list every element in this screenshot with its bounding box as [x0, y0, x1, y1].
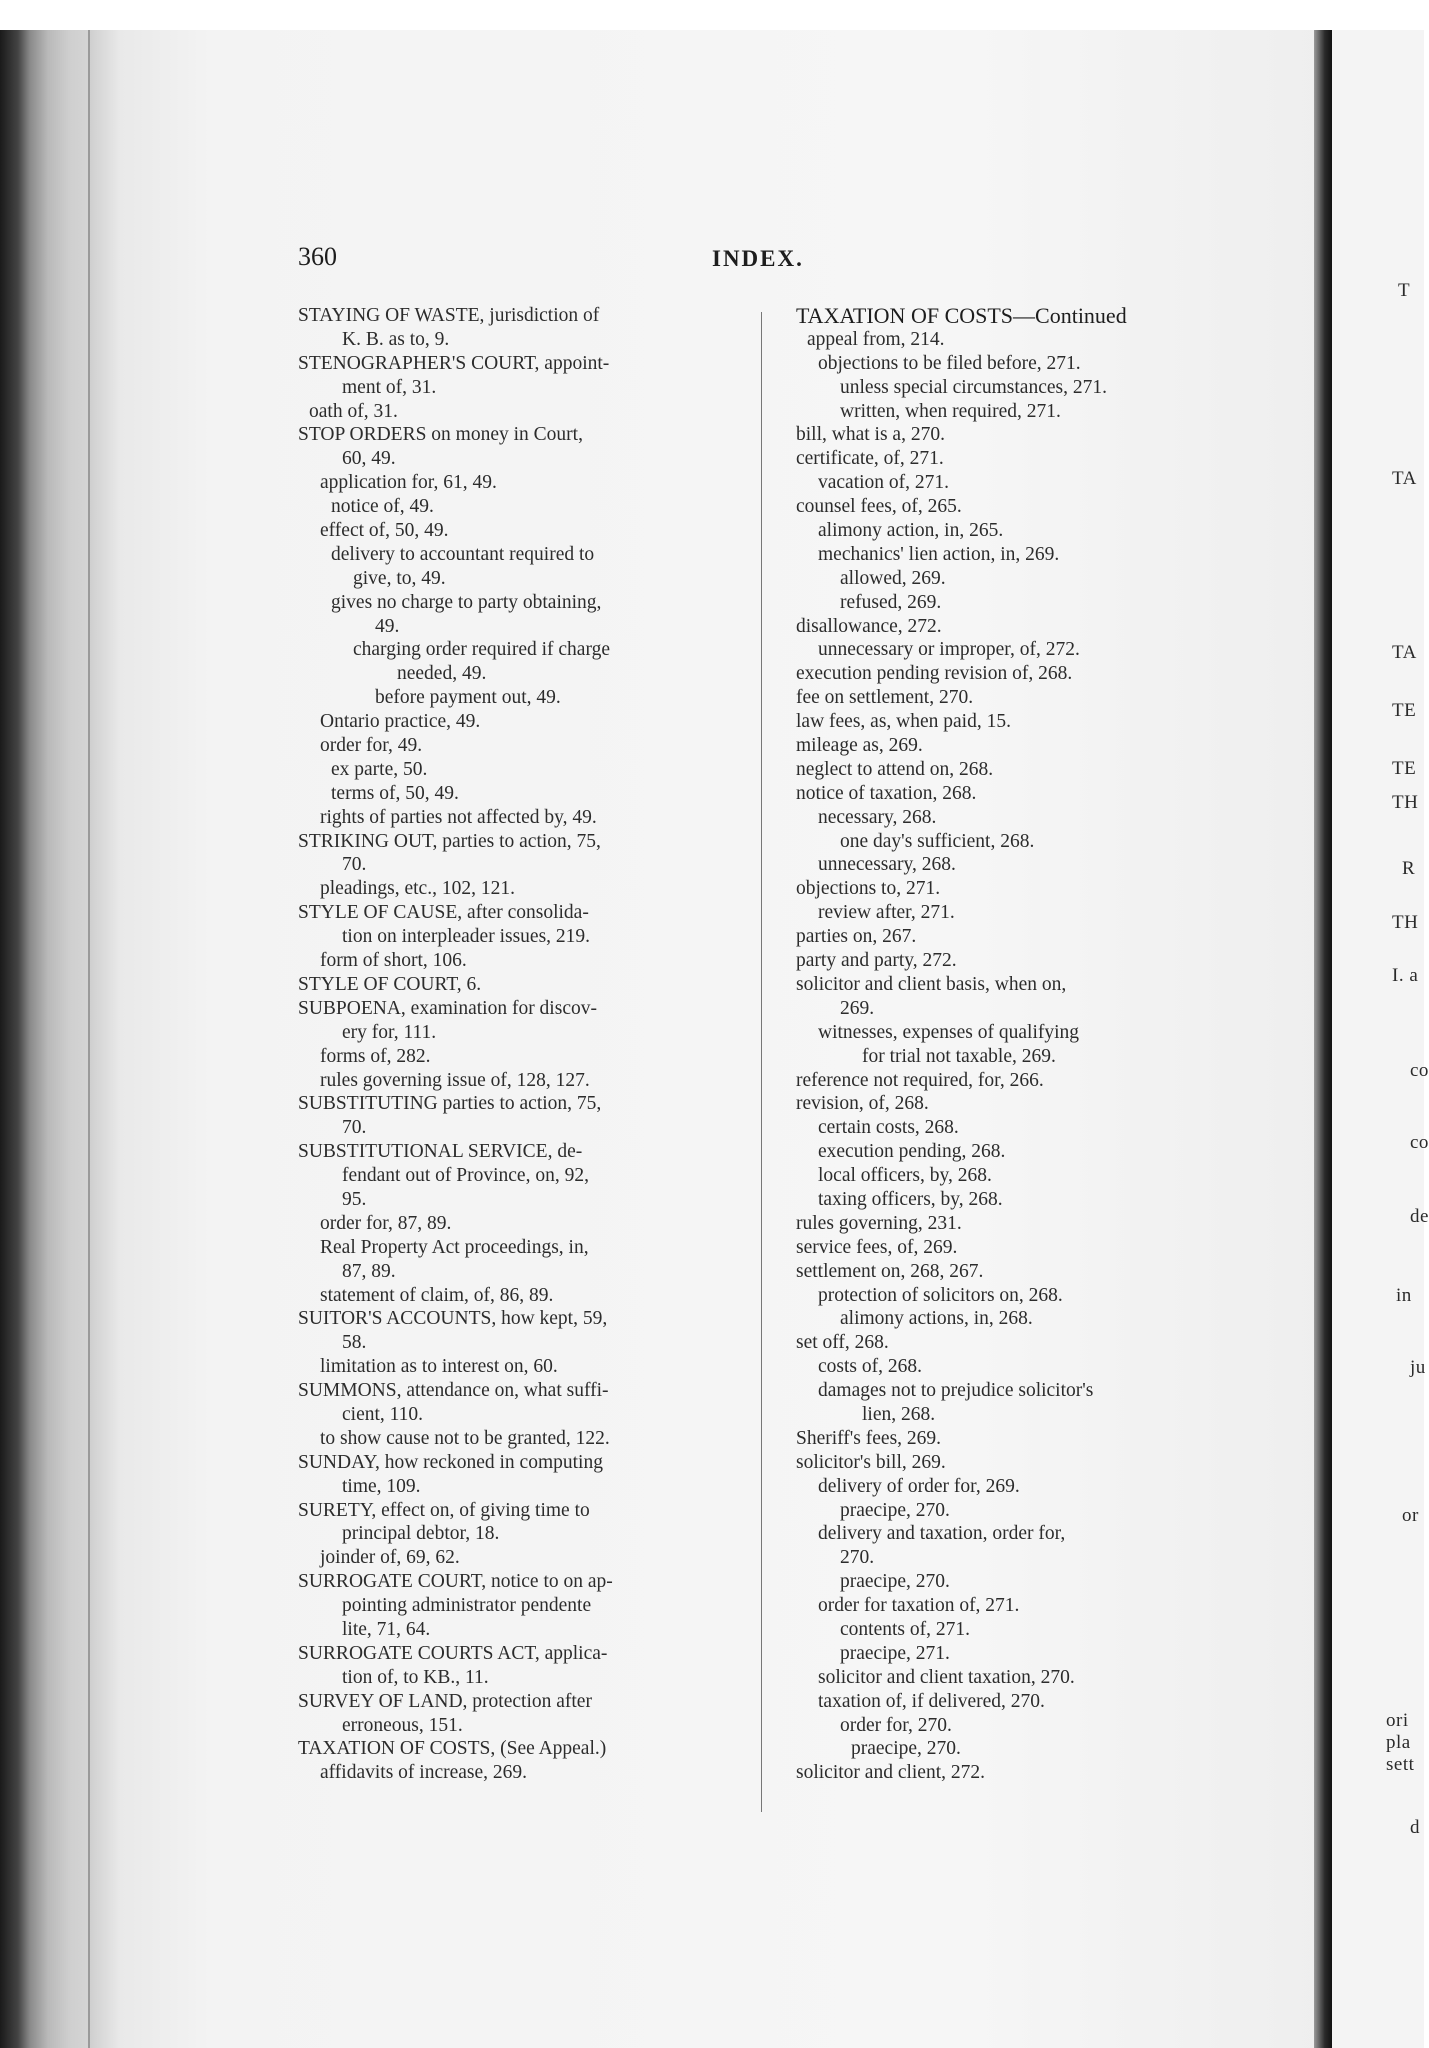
index-entry: taxing officers, by, 268.	[818, 1188, 1003, 1210]
next-page-fragment: TH	[1392, 792, 1419, 813]
page-heading: INDEX.	[712, 246, 804, 271]
index-entry: STYLE OF CAUSE, after consolida-	[298, 902, 589, 924]
index-entry: objections to be filed before, 271.	[818, 352, 1081, 374]
next-page-fragment: co	[1410, 1060, 1429, 1081]
index-entry: objections to, 271.	[796, 878, 941, 900]
index-entry: K. B. as to, 9.	[342, 328, 450, 350]
next-page-fragment: ori	[1386, 1710, 1409, 1731]
index-entry: notice of, 49.	[331, 496, 434, 518]
index-entry: for trial not taxable, 269.	[862, 1045, 1056, 1067]
index-entry: TAXATION OF COSTS—Continued	[796, 303, 1127, 328]
index-entry: solicitor's bill, 269.	[796, 1451, 946, 1473]
next-page-fragment: TA	[1392, 468, 1417, 489]
index-entry: gives no charge to party obtaining,	[331, 591, 602, 613]
index-entry: tion on interpleader issues, 219.	[342, 926, 591, 948]
index-entry: unnecessary or improper, of, 272.	[818, 639, 1080, 661]
index-entry: SURROGATE COURT, notice to on ap-	[298, 1571, 613, 1593]
index-entry: form of short, 106.	[320, 950, 467, 972]
index-entry: service fees, of, 269.	[796, 1236, 958, 1258]
index-entry: cient, 110.	[342, 1403, 424, 1425]
next-page-fragment: co	[1410, 1132, 1429, 1153]
index-entry: rules governing, 231.	[796, 1212, 962, 1234]
index-entry: appeal from, 214.	[807, 328, 945, 350]
next-page-fragment: d	[1410, 1817, 1420, 1838]
index-entry: TAXATION OF COSTS, (See Appeal.)	[298, 1738, 607, 1760]
index-entry: 270.	[840, 1547, 875, 1569]
next-page-fragment: sett	[1386, 1754, 1415, 1775]
index-entry: set off, 268.	[796, 1332, 889, 1354]
index-column-left	[298, 304, 746, 1785]
next-page-fragment: de	[1410, 1206, 1429, 1227]
index-entry: erroneous, 151.	[342, 1714, 463, 1736]
index-entry: solicitor and client basis, when on,	[796, 973, 1067, 995]
book-edge	[0, 30, 100, 2048]
index-entry: effect of, 50, 49.	[320, 520, 449, 542]
index-entry: damages not to prejudice solicitor's	[818, 1380, 1094, 1402]
index-entry: mechanics' lien action, in, 269.	[818, 543, 1060, 565]
index-entry: STAYING OF WASTE, jurisdiction of	[298, 305, 600, 326]
page-gutter-shadow	[1314, 30, 1332, 2048]
index-entry: execution pending revision of, 268.	[796, 663, 1073, 685]
index-entry: SUNDAY, how reckoned in computing	[298, 1451, 603, 1473]
index-entry: delivery to accountant required to	[331, 543, 595, 565]
index-entry: SUBPOENA, examination for discov-	[298, 997, 597, 1019]
index-entry: charging order required if charge	[353, 639, 610, 661]
index-entry: delivery of order for, 269.	[818, 1475, 1020, 1497]
index-entry: before payment out, 49.	[375, 687, 561, 709]
index-entry: order for taxation of, 271.	[818, 1595, 1020, 1617]
index-entry: order for, 49.	[320, 735, 423, 757]
next-page-fragment: ju	[1410, 1357, 1426, 1378]
index-entry: review after, 271.	[818, 902, 955, 924]
index-entry: neglect to attend on, 268.	[796, 758, 994, 780]
next-page-fragment: TA	[1392, 642, 1417, 663]
index-entry: Sheriff's fees, 269.	[796, 1427, 942, 1449]
index-entry: tion of, to KB., 11.	[342, 1666, 489, 1688]
index-entry: execution pending, 268.	[818, 1141, 1006, 1163]
index-entry: law fees, as, when paid, 15.	[796, 711, 1011, 733]
index-entry: refused, 269.	[840, 591, 942, 613]
index-entry: order for, 87, 89.	[320, 1212, 452, 1234]
index-entry: 269.	[840, 997, 875, 1019]
index-entry: STOP ORDERS on money in Court,	[298, 424, 583, 446]
index-entry: taxation of, if delivered, 270.	[818, 1690, 1045, 1712]
index-entry: oath of, 31.	[309, 400, 398, 422]
next-page-fragment: I. a	[1392, 965, 1419, 986]
index-entry: parties on, 267.	[796, 926, 917, 948]
index-entry: 95.	[342, 1188, 367, 1210]
index-entry: counsel fees, of, 265.	[796, 496, 962, 518]
index-entry: statement of claim, of, 86, 89.	[320, 1284, 554, 1306]
index-entry: give, to, 49.	[353, 567, 446, 589]
index-entry: SURROGATE COURTS ACT, applica-	[298, 1642, 608, 1664]
index-entry: 58.	[342, 1332, 367, 1354]
next-page-fragment: or	[1402, 1505, 1419, 1526]
index-entry: settlement on, 268, 267.	[796, 1260, 984, 1282]
index-entry: time, 109.	[342, 1475, 421, 1497]
index-entry: rights of parties not affected by, 49.	[320, 806, 597, 828]
index-entry: needed, 49.	[397, 663, 487, 685]
next-page-fragment: T	[1398, 280, 1411, 301]
index-entry: praecipe, 270.	[840, 1571, 950, 1593]
index-entry: forms of, 282.	[320, 1045, 431, 1067]
index-entry: ment of, 31.	[342, 376, 437, 398]
index-entry: SURETY, effect on, of giving time to	[298, 1499, 590, 1521]
index-entry: certificate, of, 271.	[796, 448, 944, 470]
index-entry: alimony action, in, 265.	[818, 520, 1004, 542]
index-entry: praecipe, 270.	[851, 1738, 961, 1760]
index-entry: allowed, 269.	[840, 567, 946, 589]
index-entry: bill, what is a, 270.	[796, 424, 945, 446]
index-entry: SUMMONS, attendance on, what suffi-	[298, 1380, 609, 1402]
index-entry: revision, of, 268.	[796, 1093, 929, 1115]
index-entry: necessary, 268.	[818, 806, 937, 828]
index-entry: SUBSTITUTIONAL SERVICE, de-	[298, 1141, 583, 1163]
index-entry: certain costs, 268.	[818, 1117, 959, 1139]
index-entry: unless special circumstances, 271.	[840, 376, 1107, 398]
index-entry: fendant out of Province, on, 92,	[342, 1165, 589, 1187]
index-entry: terms of, 50, 49.	[331, 782, 459, 804]
index-entry: one day's sufficient, 268.	[840, 830, 1035, 852]
index-entry: SURVEY OF LAND, protection after	[298, 1690, 592, 1712]
index-entry: STRIKING OUT, parties to action, 75,	[298, 830, 601, 852]
index-entry: ex parte, 50.	[331, 758, 428, 780]
index-entry: praecipe, 270.	[840, 1499, 950, 1521]
index-column-right	[796, 304, 1226, 1785]
next-page-fragment: TH	[1392, 912, 1419, 933]
index-entry: unnecessary, 268.	[818, 854, 956, 876]
index-entry: party and party, 272.	[796, 950, 957, 972]
index-entry: affidavits of increase, 269.	[320, 1762, 528, 1784]
index-entry: mileage as, 269.	[796, 735, 923, 757]
index-entry: STYLE OF COURT, 6.	[298, 973, 482, 995]
index-entry: Real Property Act proceedings, in,	[320, 1236, 589, 1258]
index-entry: 49.	[375, 615, 400, 637]
next-page-fragment: pla	[1386, 1732, 1411, 1753]
index-entry: contents of, 271.	[840, 1618, 970, 1640]
index-entry: rules governing issue of, 128, 127.	[320, 1069, 590, 1091]
index-entry: to show cause not to be granted, 122.	[320, 1427, 610, 1449]
index-entry: SUBSTITUTING parties to action, 75,	[298, 1093, 602, 1115]
column-divider	[761, 312, 762, 1812]
next-page-fragment: TE	[1392, 700, 1417, 721]
index-entry: witnesses, expenses of qualifying	[818, 1021, 1080, 1043]
index-entry: SUITOR'S ACCOUNTS, how kept, 59,	[298, 1308, 608, 1330]
index-entry: protection of solicitors on, 268.	[818, 1284, 1063, 1306]
next-page-fragment: in	[1396, 1285, 1412, 1306]
index-entry: 87, 89.	[342, 1260, 396, 1282]
index-entry: ery for, 111.	[342, 1021, 437, 1043]
index-entry: order for, 270.	[840, 1714, 952, 1736]
index-entry: lite, 71, 64.	[342, 1618, 431, 1640]
index-entry: application for, 61, 49.	[320, 472, 497, 494]
index-entry: Ontario practice, 49.	[320, 711, 481, 733]
next-page-fragment: TE	[1392, 758, 1417, 779]
index-entry: costs of, 268.	[818, 1356, 922, 1378]
index-entry: delivery and taxation, order for,	[818, 1523, 1066, 1545]
index-entry: principal debtor, 18.	[342, 1523, 500, 1545]
index-entry: fee on settlement, 270.	[796, 687, 974, 709]
index-entry: reference not required, for, 266.	[796, 1069, 1044, 1091]
index-entry: praecipe, 271.	[840, 1642, 950, 1664]
index-entry: local officers, by, 268.	[818, 1165, 992, 1187]
index-entry: alimony actions, in, 268.	[840, 1308, 1033, 1330]
next-page-fragment: R	[1402, 858, 1416, 879]
index-entry: joinder of, 69, 62.	[320, 1547, 460, 1569]
index-entry: disallowance, 272.	[796, 615, 942, 637]
index-entry: lien, 268.	[862, 1403, 936, 1425]
index-entry: solicitor and client, 272.	[796, 1762, 986, 1784]
index-entry: pointing administrator pendente	[342, 1595, 592, 1617]
index-entry: pleadings, etc., 102, 121.	[320, 878, 515, 900]
index-entry: 60, 49.	[342, 448, 396, 470]
index-entry: vacation of, 271.	[818, 472, 950, 494]
index-entry: solicitor and client taxation, 270.	[818, 1666, 1075, 1688]
index-entry: 70.	[342, 854, 367, 876]
index-entry: limitation as to interest on, 60.	[320, 1356, 558, 1378]
index-entry: STENOGRAPHER'S COURT, appoint-	[298, 352, 610, 374]
index-entry: 70.	[342, 1117, 367, 1139]
page-number: 360	[298, 242, 337, 271]
index-entry: notice of taxation, 268.	[796, 782, 977, 804]
index-entry: written, when required, 271.	[840, 400, 1061, 422]
